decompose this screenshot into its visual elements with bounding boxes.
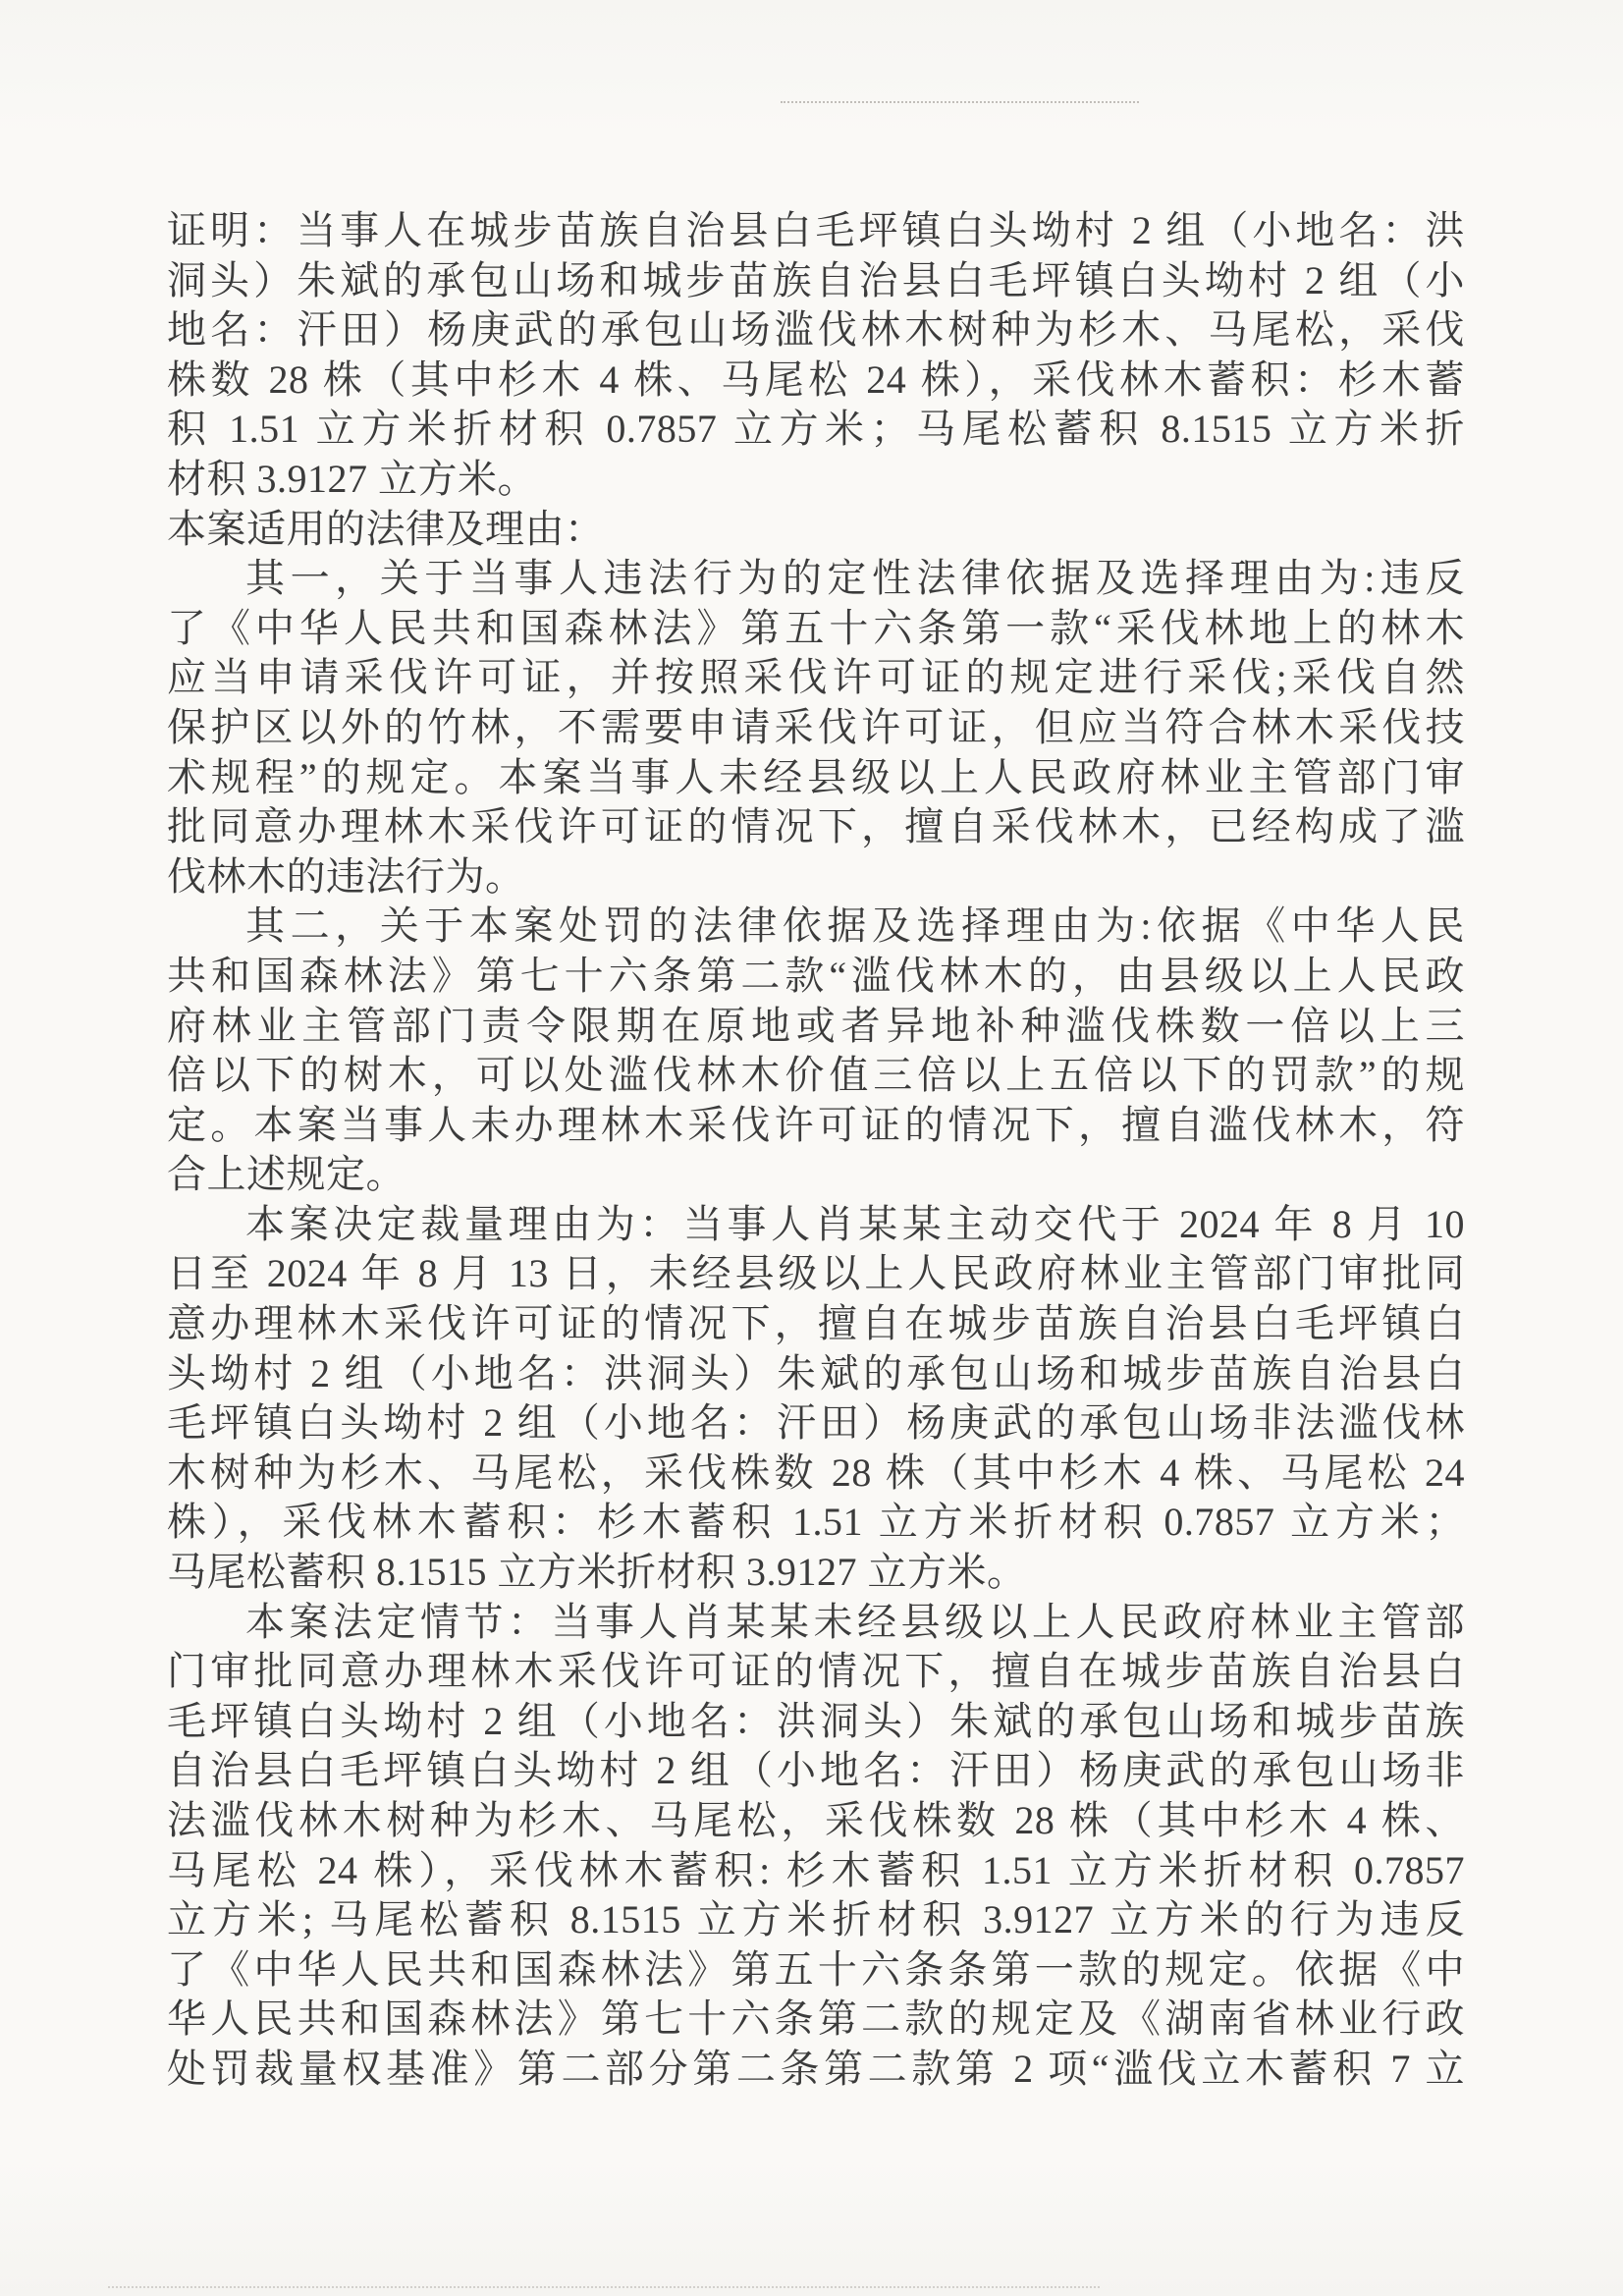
text-line: 伐林木的违法行为。	[167, 853, 525, 899]
text-line: 了《中华人民共和国森林法》第五十六条第一款“采伐林地上的林木	[167, 605, 1465, 650]
text-line: 本案决定裁量理由为：当事人肖某某主动交代于 2024 年 8 月 10	[245, 1201, 1465, 1246]
text-line: 洞头）朱斌的承包山场和城步苗族自治县白毛坪镇白头坳村 2 组（小	[167, 257, 1465, 302]
text-line: 共和国森林法》第七十六条第二款“滥伐林木的，由县级以上人民政	[167, 953, 1465, 998]
text-line: 应当申请采伐许可证，并按照采伐许可证的规定进行采伐;采伐自然	[167, 655, 1465, 700]
text-line: 了《中华人民共和国森林法》第五十六条条第一款的规定。依据《中	[167, 1946, 1465, 1992]
text-line: 证明：当事人在城步苗族自治县白毛坪镇白头坳村 2 组（小地名：洪	[167, 208, 1465, 252]
text-line: 法滥伐林木树种为杉木、马尾松，采伐株数 28 株（其中杉木 4 株、	[167, 1798, 1465, 1842]
text-line: 本案法定情节：当事人肖某某未经县级以上人民政府林业主管部	[245, 1599, 1465, 1644]
text-line: 毛坪镇白头坳村 2 组（小地名：汗田）杨庚武的承包山场非法滥伐林	[167, 1400, 1465, 1446]
text-line: 华人民共和国森林法》第七十六条第二款的规定及《湖南省林业行政	[167, 1996, 1465, 2042]
text-line: 意办理林木采伐许可证的情况下，擅自在城步苗族自治县白毛坪镇白	[167, 1301, 1465, 1346]
text-line: 其二，关于本案处罚的法律依据及选择理由为:依据《中华人民	[245, 903, 1465, 949]
scan-artifact-dotted-line-top	[781, 101, 1139, 103]
paragraph	[167, 505, 1465, 555]
paragraph	[167, 554, 1465, 902]
text-line: 其一，关于当事人违法行为的定性法律依据及选择理由为:违反	[245, 556, 1465, 601]
text-line: 材积 3.9127 立方米。	[167, 456, 537, 501]
paragraph	[167, 1200, 1465, 1598]
text-line: 术规程”的规定。本案当事人未经县级以上人民政府林业主管部门审	[167, 754, 1465, 799]
text-line: 木树种为杉木、马尾松，采伐株数 28 株（其中杉木 4 株、马尾松 24	[167, 1449, 1465, 1495]
text-line: 头坳村 2 组（小地名：洪洞头）朱斌的承包山场和城步苗族自治县白	[167, 1350, 1465, 1395]
text-line: 地名：汗田）杨庚武的承包山场滥伐林木树种为杉木、马尾松，采伐	[167, 307, 1465, 353]
text-line: 定。本案当事人未办理林木采伐许可证的情况下，擅自滥伐林木，符	[167, 1102, 1465, 1147]
text-line: 马尾松蓄积 8.1515 立方米折材积 3.9127 立方米。	[167, 1550, 1027, 1595]
text-line: 立方米; 马尾松蓄积 8.1515 立方米折材积 3.9127 立方米的行为违反	[167, 1897, 1465, 1942]
text-line: 株数 28 株（其中杉木 4 株、马尾松 24 株），采伐林木蓄积：杉木蓄	[167, 356, 1465, 402]
text-line: 保护区以外的竹林，不需要申请采伐许可证，但应当符合林木采伐技	[167, 704, 1465, 749]
text-line: 马尾松 24 株），采伐林木蓄积: 杉木蓄积 1.51 立方米折材积 0.7857	[167, 1847, 1465, 1892]
text-line: 批同意办理林木采伐许可证的情况下，擅自采伐林木，已经构成了滥	[167, 804, 1465, 849]
text-line: 毛坪镇白头坳村 2 组（小地名：洪洞头）朱斌的承包山场和城步苗族	[167, 1698, 1465, 1743]
text-line: 合上述规定。	[167, 1152, 406, 1197]
text-line: 倍以下的树木，可以处滥伐林木价值三倍以上五倍以下的罚款”的规	[167, 1053, 1465, 1098]
text-line: 本案适用的法律及理由：	[167, 506, 605, 551]
scan-artifact-dotted-line-bottom	[108, 2286, 1100, 2288]
document-text-block	[167, 206, 1465, 2095]
paragraph	[167, 206, 1465, 505]
text-line: 门审批同意办理林木采伐许可证的情况下，擅自在城步苗族自治县白	[167, 1649, 1465, 1694]
text-line: 处罚裁量权基准》第二部分第二条第二款第 2 项“滥伐立木蓄积 7 立	[167, 2046, 1465, 2091]
text-line: 自治县白毛坪镇白头坳村 2 组（小地名：汗田）杨庚武的承包山场非	[167, 1748, 1465, 1793]
text-line: 府林业主管部门责令限期在原地或者异地补种滥伐株数一倍以上三	[167, 1003, 1465, 1048]
text-line: 日至 2024 年 8 月 13 日，未经县级以上人民政府林业主管部门审批同	[167, 1251, 1465, 1296]
text-line: 积 1.51 立方米折材积 0.7857 立方米；马尾松蓄积 8.1515 立方米折	[167, 407, 1465, 452]
paragraph	[167, 1598, 1465, 2095]
paragraph	[167, 902, 1465, 1200]
text-line: 株），采伐林木蓄积：杉木蓄积 1.51 立方米折材积 0.7857 立方米；	[167, 1500, 1465, 1545]
